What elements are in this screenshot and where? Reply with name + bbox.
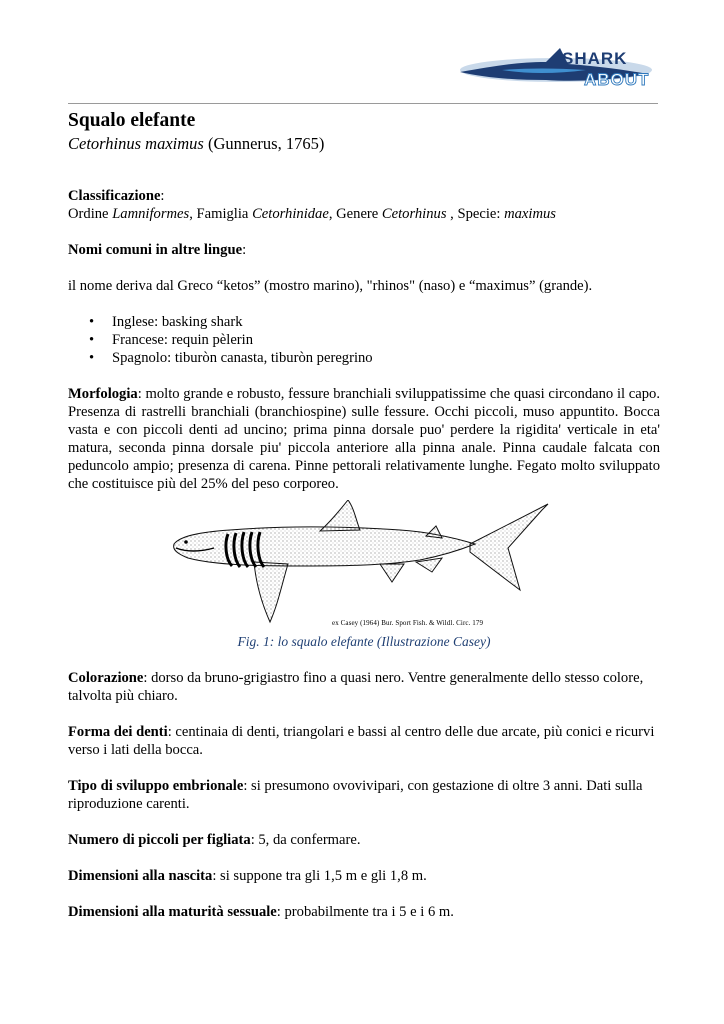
morphology-label: Morfologia	[68, 386, 138, 402]
classification-heading: Classificazione:	[68, 188, 165, 204]
header-divider	[68, 103, 658, 104]
section-label: Dimensioni alla nascita	[68, 868, 213, 884]
list-item: • Inglese: basking shark	[89, 313, 660, 331]
shark-figure	[68, 500, 660, 632]
section-label: Forma dei denti	[68, 724, 168, 740]
basking-shark-illustration	[170, 500, 554, 626]
species-epithet: maximus	[504, 206, 556, 222]
section-label: Tipo di sviluppo embrionale	[68, 778, 244, 794]
text-span: , Genere	[328, 206, 382, 222]
list-item: • Francese: requin pèlerin	[89, 331, 660, 349]
classification-label: Classificazione	[68, 188, 161, 204]
section-piccoli-figliata	[68, 831, 660, 849]
section-colorazione	[68, 669, 660, 705]
morphology-text: : molto grande e robusto, fessure branchiali sviluppatissime che quasi circondano il capo. Presenza di rastrelli branchiali (branchiospine) sulle fessure. Occhi piccoli, muso appuntito. Bocca vasta e con piccoli denti ad uncino; prima pinna dorsale puo' perdere la rigidita' verticale in eta' matura, seconda pinna dorsale piu' piccola anteriore alla pinna anale. Pinna caudale falcata con peduncolo ampio; presenza di carena. Pinne pettorali relativamente lunghe. Fegato molto sviluppato che costituisce più del 25% del peso corporeo.	[68, 386, 660, 492]
species-author: (Gunnerus, 1765)	[207, 134, 325, 153]
etymology-text: il nome deriva dal Greco “ketos” (mostro marino), "rhinos" (naso) e “maximus” (grande).	[68, 278, 593, 294]
section-text: : si suppone tra gli 1,5 m e gli 1,8 m.	[212, 868, 427, 884]
section-text: : si presumono ovovivipari, con gestazione di oltre 3 anni. Dati sulla riproduzione carenti.	[68, 778, 643, 812]
section-dimensioni-nascita	[68, 867, 660, 885]
text-span: Ordine	[68, 206, 113, 222]
page-title: Squalo elefante	[68, 110, 196, 131]
genus-name: Cetorhinus	[381, 206, 447, 222]
section-sviluppo-embrionale	[68, 777, 660, 813]
order-name: Lamniformes	[112, 206, 190, 222]
illustration-credit: ex Casey (1964) Bur. Sport Fish. & Wildl. Circ. 179	[332, 619, 484, 627]
section-text: : centinaia di denti, triangolari e bassi al centro delle due arcate, più conici e ricurvi verso i lati della bocca.	[68, 724, 655, 758]
figure-caption: Fig. 1: lo squalo elefante (Illustrazione Casey)	[237, 634, 491, 649]
morphology-paragraph	[68, 385, 660, 493]
text-span: , Specie:	[446, 206, 505, 222]
scientific-name	[68, 133, 660, 155]
section-text: : 5, da confermare.	[250, 832, 361, 848]
common-names-label: Nomi comuni in altre lingue	[68, 242, 243, 258]
common-names-list	[68, 313, 660, 367]
common-names-heading: Nomi comuni in altre lingue:	[68, 242, 247, 258]
family-name: Cetorhinidae	[252, 206, 329, 222]
section-maturita-sessuale	[68, 903, 660, 921]
list-item: • Spagnolo: tiburòn canasta, tiburòn peregrino	[89, 349, 660, 367]
logo-line1: SHARK	[562, 49, 628, 68]
document-body	[68, 109, 660, 921]
species-name: Cetorhinus maximus	[68, 134, 204, 153]
classification-line	[68, 205, 660, 223]
section-label: Numero di piccoli per figliata	[68, 832, 251, 848]
section-text: : dorso da bruno-grigiastro fino a quasi nero. Ventre generalmente dello stesso colore, talvolta più chiaro.	[68, 670, 644, 704]
section-label: Colorazione	[68, 670, 144, 686]
section-label: Dimensioni alla maturità sessuale	[68, 904, 277, 920]
shark-about-logo	[456, 40, 652, 94]
section-text: : probabilmente tra i 5 e i 6 m.	[276, 904, 454, 920]
section-forma-denti	[68, 723, 660, 759]
text-span: , Famiglia	[189, 206, 253, 222]
logo-line2: ABOUT	[584, 70, 650, 89]
